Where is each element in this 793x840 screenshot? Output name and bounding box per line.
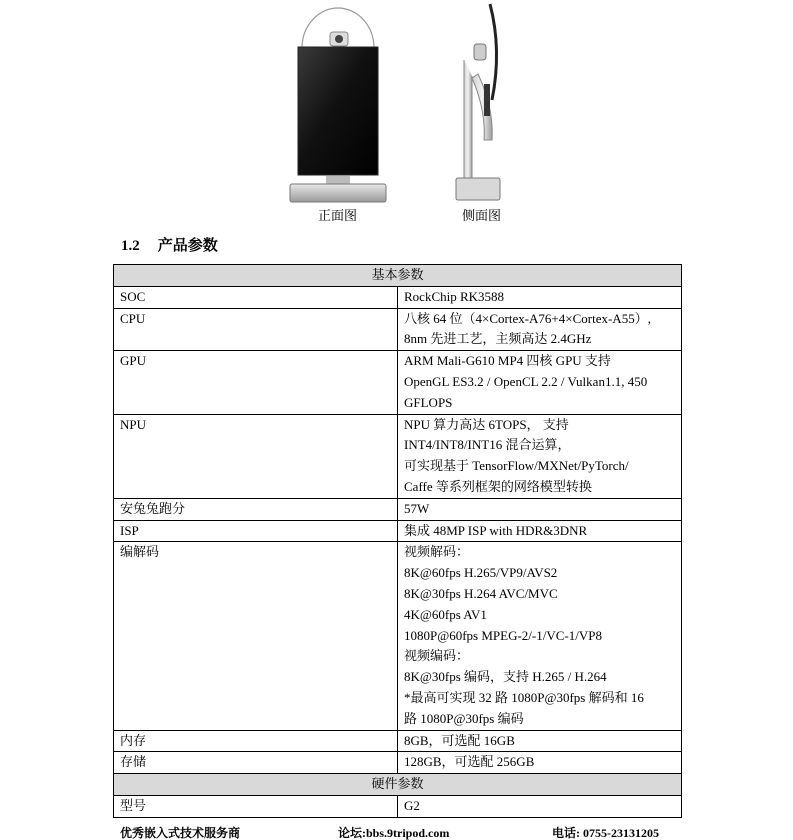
- row-key: 内存: [114, 730, 398, 752]
- side-view-caption: 侧面图: [462, 208, 502, 223]
- row-key: SOC: [114, 286, 398, 308]
- table-row: [114, 414, 682, 498]
- row-key: 型号: [114, 795, 398, 817]
- side-view-image: [450, 0, 520, 206]
- row-value: 57W: [398, 498, 682, 520]
- row-value: 视频解码： 8K@60fps H.265/VP9/AVS2 8K@30fps H.264 AVC/MVC 4K@60fps AV1 1080P@60fps MPEG-2/-1/VC-1/VP8 视频编码： 8K@30fps 编码，支持 H.265 / H.264 *最高可实现 32 路 1080P@30fps 解码和 16 路 1080P@30fps 编码: [398, 542, 682, 730]
- row-key: 安兔兔跑分: [114, 498, 398, 520]
- row-key: ISP: [114, 520, 398, 542]
- section-heading: [121, 236, 218, 256]
- row-value: G2: [398, 795, 682, 817]
- section-title: 产品参数: [157, 238, 218, 254]
- section-number: 1.2: [121, 238, 140, 254]
- row-key: 编解码: [114, 542, 398, 730]
- group-header-hardware: [114, 774, 682, 796]
- group-header-basic: [114, 265, 682, 287]
- front-view-image: [286, 0, 390, 206]
- row-value: 集成 48MP ISP with HDR&3DNR: [398, 520, 682, 542]
- table-row: [114, 795, 682, 817]
- group-title: 基本参数: [114, 265, 682, 287]
- product-spec-table: [113, 264, 682, 818]
- row-value: ARM Mali-G610 MP4 四核 GPU 支持 OpenGL ES3.2 / OpenCL 2.2 / Vulkan1.1, 450 GFLOPS: [398, 351, 682, 414]
- row-key: NPU: [114, 414, 398, 498]
- footer-company: 优秀嵌入式技术服务商: [120, 826, 241, 840]
- row-value: 8GB，可选配 16GB: [398, 730, 682, 752]
- table-row: [114, 308, 682, 351]
- table-row: [114, 286, 682, 308]
- front-view-caption: 正面图: [318, 208, 358, 223]
- group-title: 硬件参数: [114, 774, 682, 796]
- table-row: [114, 542, 682, 730]
- footer-phone: 电话: 0755-23131205: [552, 826, 659, 840]
- row-key: CPU: [114, 308, 398, 351]
- row-value: NPU 算力高达 6TOPS， 支持 INT4/INT8/INT16 混合运算， 可实现基于 TensorFlow/MXNet/PyTorch/ Caffe 等系列框架的网络模型转换: [398, 414, 682, 498]
- table-row: [114, 498, 682, 520]
- table-row: [114, 752, 682, 774]
- row-value: 128GB，可选配 256GB: [398, 752, 682, 774]
- row-value: RockChip RK3588: [398, 286, 682, 308]
- row-key: 存储: [114, 752, 398, 774]
- table-row: [114, 520, 682, 542]
- row-value: 八核 64 位（4×Cortex-A76+4×Cortex-A55）, 8nm 先进工艺，主频高达 2.4GHz: [398, 308, 682, 351]
- table-row: [114, 351, 682, 414]
- row-key: GPU: [114, 351, 398, 414]
- footer-forum: 论坛:bbs.9tripod.com: [338, 826, 450, 840]
- table-row: [114, 730, 682, 752]
